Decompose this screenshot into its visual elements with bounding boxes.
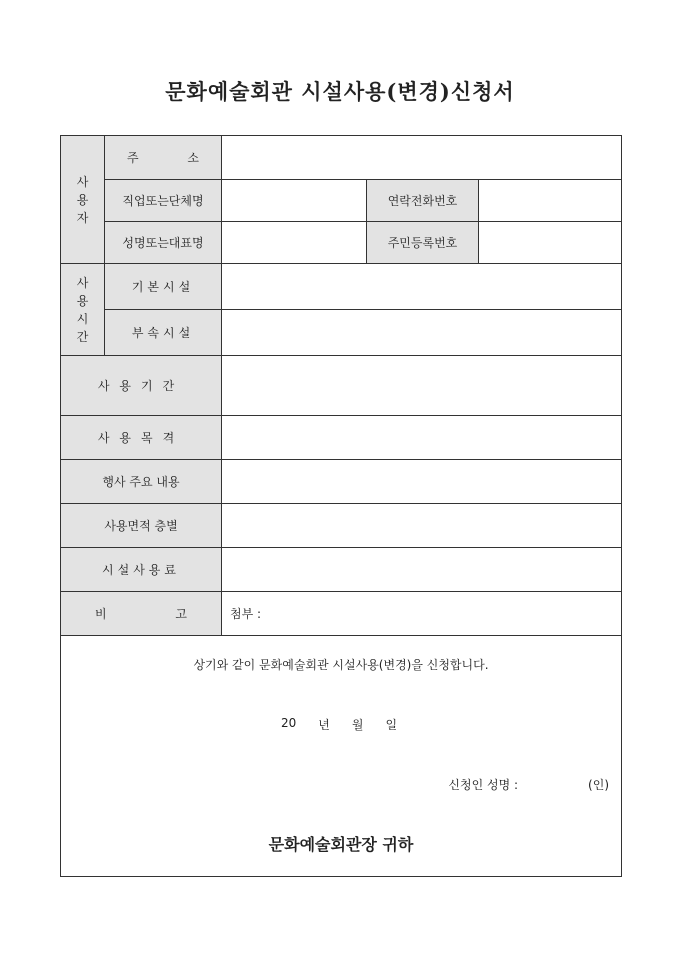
contact-label: 연락전화번호 [367,180,479,222]
applicant-group-label: 사 용 자 [61,136,105,264]
usage-time-group-label: 사 용 시 간 [61,264,105,356]
applicant-name-label: 신청인 성명 : [448,778,519,792]
application-form [60,135,622,877]
declaration-section [61,636,622,877]
purpose-label: 사용목격 [61,416,222,460]
occupation-field[interactable] [222,180,367,222]
area-label: 사용면적 층별 [61,504,222,548]
addressee: 문화예술회관장 귀하 [268,835,414,854]
area-field[interactable] [222,504,622,548]
fee-label: 시설사용료 [61,548,222,592]
date-month-label: 월 [351,718,364,732]
auxiliary-facility-label: 부속시설 [105,310,222,356]
basic-facility-field[interactable] [222,264,622,310]
seal-label: (인) [588,778,610,792]
address-label: 주 소 [105,136,222,180]
date-day-label: 일 [385,718,398,732]
occupation-label: 직업또는단체명 [105,180,222,222]
fee-field[interactable] [222,548,622,592]
event-field[interactable] [222,460,622,504]
contact-field[interactable] [479,180,622,222]
date-year-label: 년 [318,718,330,732]
event-label: 행사 주요 내용 [61,460,222,504]
date-year-prefix: 20 [281,716,297,730]
period-field[interactable] [222,356,622,416]
resident-number-field[interactable] [479,222,622,264]
application-date [281,716,397,733]
basic-facility-label: 기본시설 [105,264,222,310]
declaration-statement: 상기와 같이 문화예술회관 시설사용(변경)을 신청합니다. [193,658,489,672]
document-title: 문화예술회관 시설사용(변경)신청서 [165,79,515,104]
applicant-signature [448,776,609,793]
period-label: 사용기간 [61,356,222,416]
representative-field[interactable] [222,222,367,264]
representative-label: 성명또는대표명 [105,222,222,264]
auxiliary-facility-field[interactable] [222,310,622,356]
remarks-field[interactable] [222,592,622,636]
attachment-label: 첨부 : [230,607,262,621]
applicant-name-field[interactable] [518,776,588,793]
remarks-label: 비 고 [61,592,222,636]
address-field[interactable] [222,136,622,180]
purpose-field[interactable] [222,416,622,460]
resident-number-label: 주민등록번호 [367,222,479,264]
